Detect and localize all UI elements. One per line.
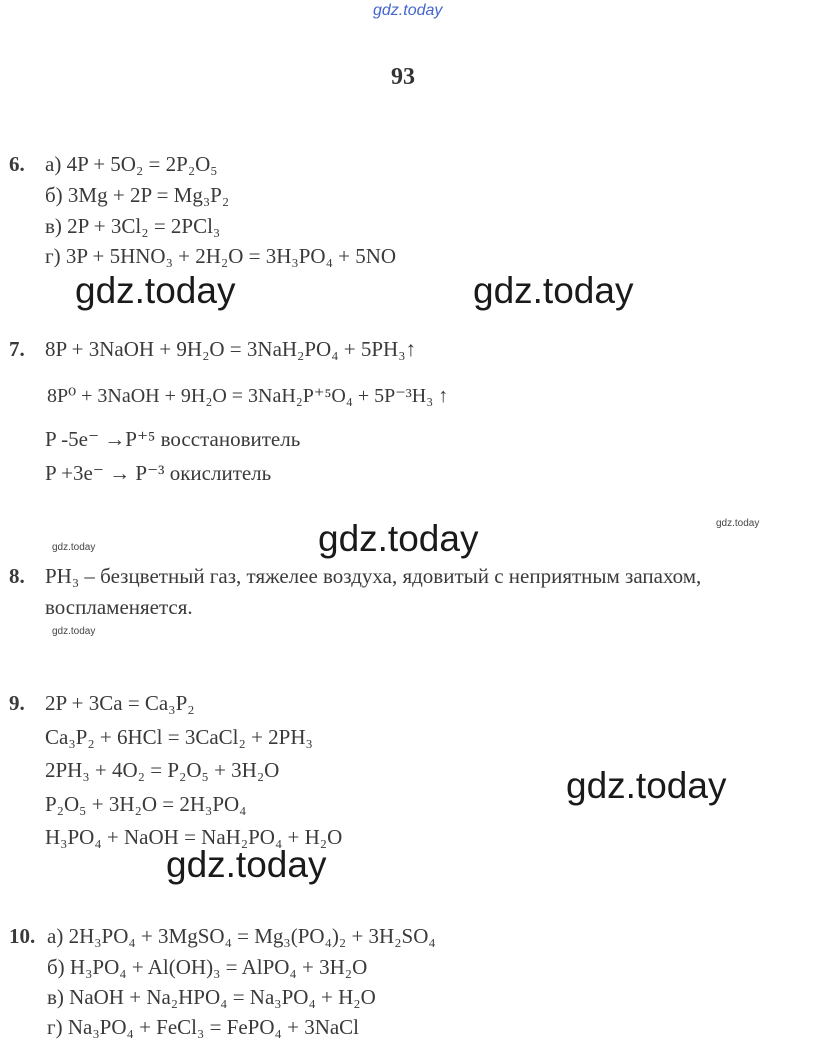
watermark-small: gdz.today [716,518,760,529]
watermark-small: gdz.today [52,626,96,637]
problem-10-line-a: а) 2H₃PO₄ + 3MgSO₄ = Mg₃(PO₄)₂ + 3H₂SO₄ [47,924,436,948]
problem-10-line-b: б) H₃PO₄ + Al(OH)₃ = AlPO₄ + 3H₂O [47,955,368,979]
problem-6-line-d: г) 3P + 5HNO₃ + 2H₂O = 3H₃PO₄ + 5NO [45,244,397,268]
problem-10-number: 10. [9,924,36,948]
problem-6-line-a: а) 4P + 5O₂ = 2P₂O₅ [45,152,218,176]
problem-6-line-b: б) 3Mg + 2P = Mg₃P₂ [45,183,230,207]
problem-9-line-2: Ca₃P₂ + 6HCl = 3CaCl₂ + 2PH₃ [45,725,313,749]
problem-10-line-d: г) Na₃PO₄ + FeCl₃ = FePO₄ + 3NaCl [47,1015,360,1039]
problem-7-reducer: P -5e⁻ →P⁺⁵ восстановитель [45,427,301,451]
watermark-top: gdz.today [373,2,443,19]
page-number: 93 [391,64,415,90]
problem-9-line-5: H₃PO₄ + NaOH = NaH₂PO₄ + H₂O [45,825,343,849]
watermark-big: gdz.today [166,844,327,885]
problem-8-number: 8. [9,564,25,588]
problem-7-number: 7. [9,337,25,361]
watermark-small: gdz.today [52,542,96,553]
problem-7-equation: 8P + 3NaOH + 9H₂O = 3NaH₂PO₄ + 5PH₃↑ [45,337,417,361]
problem-9-line-4: P₂O₅ + 3H₂O = 2H₃PO₄ [45,792,247,816]
watermark-big: gdz.today [566,765,727,806]
problem-9-line-1: 2P + 3Ca = Ca₃P₂ [45,691,195,715]
watermark-big: gdz.today [75,270,236,311]
problem-7-oxidation-equation [47,383,448,408]
problem-6-line-c: в) 2P + 3Cl₂ = 2PCl₃ [45,214,221,238]
problem-6-number: 6. [9,152,25,176]
watermark-big: gdz.today [473,270,634,311]
problem-7-oxidizer: P +3e⁻ → P⁻³ окислитель [45,461,272,485]
problem-8-line-1: PH₃ – безцветный газ, тяжелее воздуха, ядовитый с неприятным запахом, [45,564,702,588]
watermark-big: gdz.today [318,518,479,559]
problem-10-line-c: в) NaOH + Na₂HPO₄ = Na₃PO₄ + H₂O [47,985,376,1009]
problem-7-oxidation-text: 8P⁰ + 3NaOH + 9H₂O = 3NaH₂P⁺⁵O₄ + 5P⁻³H₃ ↑ [47,385,449,407]
problem-9-line-3: 2PH₃ + 4O₂ = P₂O₅ + 3H₂O [45,758,280,782]
problem-8-line-2: воспламеняется. [45,595,193,619]
problem-9-number: 9. [9,691,25,715]
